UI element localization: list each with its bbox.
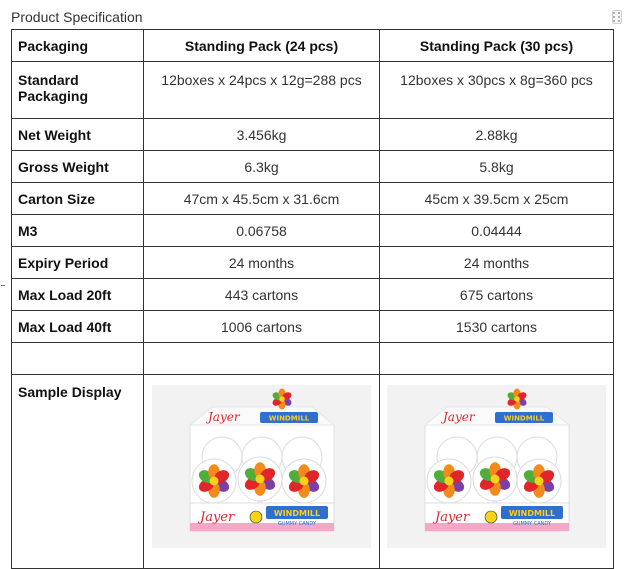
- display-row: [12, 375, 614, 569]
- table-row: [12, 279, 614, 311]
- row-col2: [380, 343, 614, 375]
- table-row: [12, 183, 614, 215]
- table-row: [12, 215, 614, 247]
- svg-text:WINDMILL: WINDMILL: [273, 509, 321, 518]
- row-col2: 675 cartons: [380, 279, 614, 311]
- row-col1: 1006 cartons: [144, 311, 380, 343]
- row-col1: 0.06758: [144, 215, 380, 247]
- svg-text:GUMMY CANDY: GUMMY CANDY: [512, 521, 552, 527]
- table-row: [12, 151, 614, 183]
- display-cell-24: [144, 375, 380, 569]
- row-col2: 12boxes x 30pcs x 8g=360 pcs: [380, 62, 614, 119]
- svg-text:WINDMILL: WINDMILL: [503, 414, 545, 423]
- row-col2: 5.8kg: [380, 151, 614, 183]
- svg-text:Jayer: Jayer: [200, 510, 235, 525]
- svg-text:GUMMY CANDY: GUMMY CANDY: [277, 521, 317, 527]
- row-label: Expiry Period: [12, 247, 144, 279]
- svg-text:WINDMILL: WINDMILL: [268, 414, 310, 423]
- header-col1: Standing Pack (24 pcs): [144, 30, 380, 62]
- row-col1: 443 cartons: [144, 279, 380, 311]
- row-label: Net Weight: [12, 119, 144, 151]
- row-label: Carton Size: [12, 183, 144, 215]
- row-label: [12, 343, 144, 375]
- row-label: Gross Weight: [12, 151, 144, 183]
- row-col2: 1530 cartons: [380, 311, 614, 343]
- table-row: [12, 247, 614, 279]
- table-caption: Product Specification: [11, 9, 143, 25]
- header-col2: Standing Pack (30 pcs): [380, 30, 614, 62]
- row-col1: 6.3kg: [144, 151, 380, 183]
- spec-table: [11, 29, 614, 569]
- row-col1: [144, 343, 380, 375]
- svg-text:Jayer: Jayer: [443, 410, 475, 424]
- row-col1: 12boxes x 24pcs x 12g=288 pcs: [144, 62, 380, 119]
- row-col2: 2.88kg: [380, 119, 614, 151]
- product-display-image-30: [387, 385, 606, 548]
- row-label: Standard Packaging: [12, 62, 144, 119]
- row-col2: 24 months: [380, 247, 614, 279]
- row-label: M3: [12, 215, 144, 247]
- row-col2: 0.04444: [380, 215, 614, 247]
- row-col2: 45cm x 39.5cm x 25cm: [380, 183, 614, 215]
- display-label: Sample Display: [12, 375, 144, 569]
- product-display-image-24: [152, 385, 371, 548]
- display-cell-30: [380, 375, 614, 569]
- svg-text:Jayer: Jayer: [208, 410, 240, 424]
- drag-handle-icon[interactable]: [612, 10, 622, 24]
- row-label: Max Load 40ft: [12, 311, 144, 343]
- row-col1: 47cm x 45.5cm x 31.6cm: [144, 183, 380, 215]
- row-col1: 3.456kg: [144, 119, 380, 151]
- header-label: Packaging: [12, 30, 144, 62]
- row-label: Max Load 20ft: [12, 279, 144, 311]
- row-col1: 24 months: [144, 247, 380, 279]
- table-row: [12, 343, 614, 375]
- svg-text:WINDMILL: WINDMILL: [508, 509, 556, 518]
- table-header-row: [12, 30, 614, 62]
- table-row: [12, 119, 614, 151]
- row-marker: [1, 285, 5, 286]
- table-row: [12, 311, 614, 343]
- table-row: [12, 62, 614, 119]
- svg-text:Jayer: Jayer: [435, 510, 470, 525]
